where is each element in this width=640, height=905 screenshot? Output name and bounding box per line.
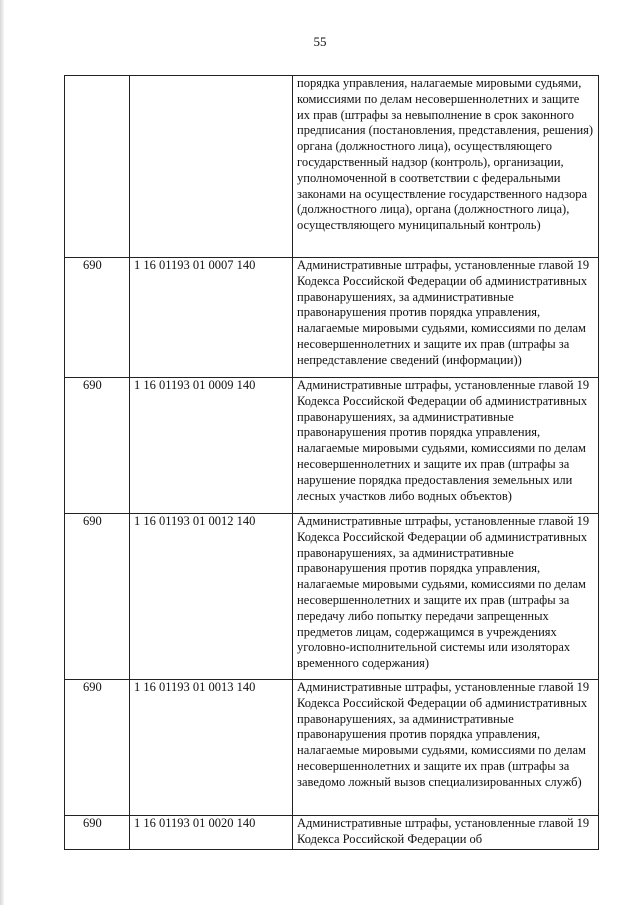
description-cell: Административные штрафы, установленные главой 19 Кодекса Российской Федерации об xyxy=(293,816,599,850)
admin-code-cell: 690 xyxy=(65,378,130,514)
budget-code-cell: 1 16 01193 01 0013 140 xyxy=(130,680,293,816)
table-row xyxy=(65,816,599,850)
table-row xyxy=(65,378,599,514)
budget-code-cell: 1 16 01193 01 0007 140 xyxy=(130,258,293,378)
table-row xyxy=(65,76,599,258)
admin-code-cell: 690 xyxy=(65,680,130,816)
admin-code-cell: 690 xyxy=(65,816,130,850)
table-row xyxy=(65,258,599,378)
admin-code-cell xyxy=(65,76,130,258)
revenue-codes-table xyxy=(64,75,599,850)
description-cell: Административные штрафы, установленные главой 19 Кодекса Российской Федерации об административных правонарушениях, за административные правонарушения против порядка управления, налагаемые мировыми судьями, комиссиями по делам несовершеннолетних и защите их прав (штрафы за передачу либо попытку передачи запрещенных предметов лицам, содержащимся в учреждениях уголовно-исполнительной системы или изоляторах временного содержания) xyxy=(293,514,599,680)
description-cell: Административные штрафы, установленные главой 19 Кодекса Российской Федерации об административных правонарушениях, за административные правонарушения против порядка управления, налагаемые мировыми судьями, комиссиями по делам несовершеннолетних и защите их прав (штрафы за заведомо ложный вызов специализированных служб) xyxy=(293,680,599,816)
description-cell: порядка управления, налагаемые мировыми судьями, комиссиями по делам несовершеннолетних и защите их прав (штрафы за невыполнение в срок законного предписания (постановления, представления, решения) органа (должностного лица), осуществляющего государственный надзор (контроль), организации, уполномоченной в соответствии с федеральными законами на осуществление государственного надзора (должностного лица), органа (должностного лица), осуществляющего муниципальный контроль) xyxy=(293,76,599,258)
budget-code-cell: 1 16 01193 01 0009 140 xyxy=(130,378,293,514)
budget-code-cell: 1 16 01193 01 0012 140 xyxy=(130,514,293,680)
table-row xyxy=(65,514,599,680)
budget-code-cell: 1 16 01193 01 0020 140 xyxy=(130,816,293,850)
description-cell: Административные штрафы, установленные главой 19 Кодекса Российской Федерации об административных правонарушениях, за административные правонарушения против порядка управления, налагаемые мировыми судьями, комиссиями по делам несовершеннолетних и защите их прав (штрафы за нарушение порядка предоставления земельных или лесных участков либо водных объектов) xyxy=(293,378,599,514)
budget-code-cell xyxy=(130,76,293,258)
scan-edge-shadow xyxy=(0,0,4,905)
page-number: 55 xyxy=(313,34,327,49)
admin-code-cell: 690 xyxy=(65,258,130,378)
admin-code-cell: 690 xyxy=(65,514,130,680)
description-cell: Административные штрафы, установленные главой 19 Кодекса Российской Федерации об административных правонарушениях, за административные правонарушения против порядка управления, налагаемые мировыми судьями, комиссиями по делам несовершеннолетних и защите их прав (штрафы за непредставление сведений (информации)) xyxy=(293,258,599,378)
table-row xyxy=(65,680,599,816)
